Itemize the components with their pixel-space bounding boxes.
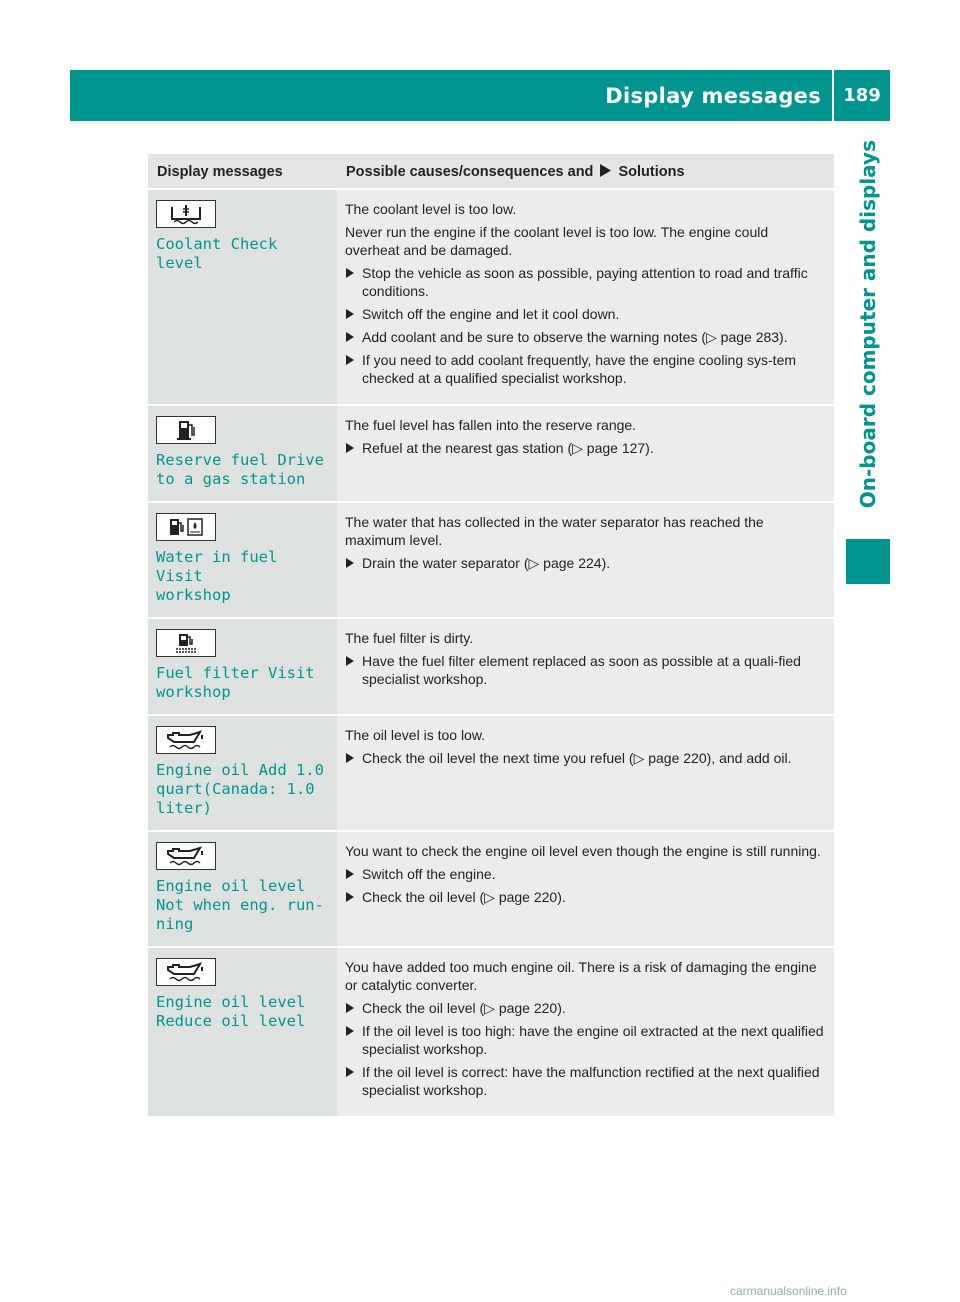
chapter-title: On-board computer and displays (856, 140, 880, 509)
solution-step: Stop the vehicle as soon as possible, paying attention to road and traffic conditions. (345, 264, 826, 300)
cause-text: The water that has collected in the water separator has reached the maximum level. (345, 514, 764, 548)
solution-cell (337, 502, 834, 618)
page-header (70, 70, 890, 121)
column-header-causes: Possible causes/consequences and (346, 164, 594, 180)
solution-step: Check the oil level the next time you refuel (▷ page 220), and add oil. (345, 749, 826, 767)
display-message-text: Water in fuel Visit workshop (156, 548, 278, 604)
fuel-pump-icon (156, 416, 216, 444)
section-title: Display messages (605, 83, 821, 108)
message-cell (148, 947, 337, 1116)
display-message-text: Reserve fuel Drive to a gas station (156, 451, 324, 488)
table-row (148, 618, 834, 715)
oil-can-icon (156, 726, 216, 754)
solution-step: If the oil level is too high: have the engine oil extracted at the next qualified specialist workshop. (345, 1022, 826, 1058)
display-message-text: Fuel filter Visit workshop (156, 664, 315, 701)
cause-text: You have added too much engine oil. There is a risk of damaging the engine or catalytic converter. (345, 959, 817, 993)
chapter-side-tab (846, 140, 890, 540)
display-messages-table (148, 154, 834, 1116)
coolant-icon (156, 200, 216, 228)
cause-text: The oil level is too low. (345, 727, 486, 743)
solution-cell (337, 618, 834, 715)
message-cell (148, 715, 337, 831)
solution-step: Check the oil level (▷ page 220). (345, 999, 826, 1017)
message-cell (148, 405, 337, 502)
table-row (148, 715, 834, 831)
solution-step: Add coolant and be sure to observe the warning notes (▷ page 283). (345, 328, 826, 346)
solution-cell (337, 405, 834, 502)
cause-text: The coolant level is too low. (345, 201, 517, 217)
column-header-messages: Display messages (148, 154, 337, 189)
display-message-text: Engine oil level Not when eng. run‐ ning (156, 877, 324, 933)
solution-step: Switch off the engine. (345, 865, 826, 883)
table-header-row (148, 154, 834, 189)
table-row (148, 502, 834, 618)
solution-step: Switch off the engine and let it cool down. (345, 305, 826, 323)
oil-can-icon (156, 958, 216, 986)
display-message-text: Engine oil Add 1.0 quart(Canada: 1.0 liter) (156, 761, 324, 817)
cause-text: You want to check the engine oil level even though the engine is still running. (345, 843, 821, 859)
table-row (148, 831, 834, 947)
solution-step: Refuel at the nearest gas station (▷ page 127). (345, 439, 826, 457)
page-number: 189 (843, 85, 881, 106)
display-message-text: Engine oil level Reduce oil level (156, 993, 306, 1030)
watermark: carmanualsonline.info (730, 1284, 847, 1298)
message-cell (148, 189, 337, 405)
solution-step: Have the fuel filter element replaced as soon as possible at a quali-fied specialist workshop. (345, 652, 826, 688)
column-header-solutions-label: Solutions (618, 164, 685, 180)
oil-can-icon (156, 842, 216, 870)
solution-step: If the oil level is correct: have the malfunction rectified at the next qualified specialist workshop. (345, 1063, 826, 1099)
solution-step: Drain the water separator (▷ page 224). (345, 554, 826, 572)
solution-cell (337, 715, 834, 831)
message-cell (148, 618, 337, 715)
arrow-right-icon (600, 164, 611, 177)
fuel-filter-icon (156, 629, 216, 657)
cause-text: Never run the engine if the coolant level is too low. The engine could overheat and be damaged. (345, 224, 769, 258)
table-row (148, 405, 834, 502)
table-row (148, 189, 834, 405)
message-cell (148, 831, 337, 947)
water-in-fuel-icon (156, 513, 216, 541)
cause-text: The fuel level has fallen into the reserve range. (345, 417, 637, 433)
solution-cell (337, 831, 834, 947)
solution-cell (337, 189, 834, 405)
table-row (148, 947, 834, 1116)
display-message-text: Coolant Check level (156, 235, 278, 272)
cause-text: The fuel filter is dirty. (345, 630, 474, 646)
message-cell (148, 502, 337, 618)
column-header-solutions (337, 154, 834, 189)
solution-step: Check the oil level (▷ page 220). (345, 888, 826, 906)
solution-cell (337, 947, 834, 1116)
chapter-marker (846, 539, 890, 584)
solution-step: If you need to add coolant frequently, have the engine cooling sys-tem checked at a qualified specialist workshop. (345, 351, 826, 387)
